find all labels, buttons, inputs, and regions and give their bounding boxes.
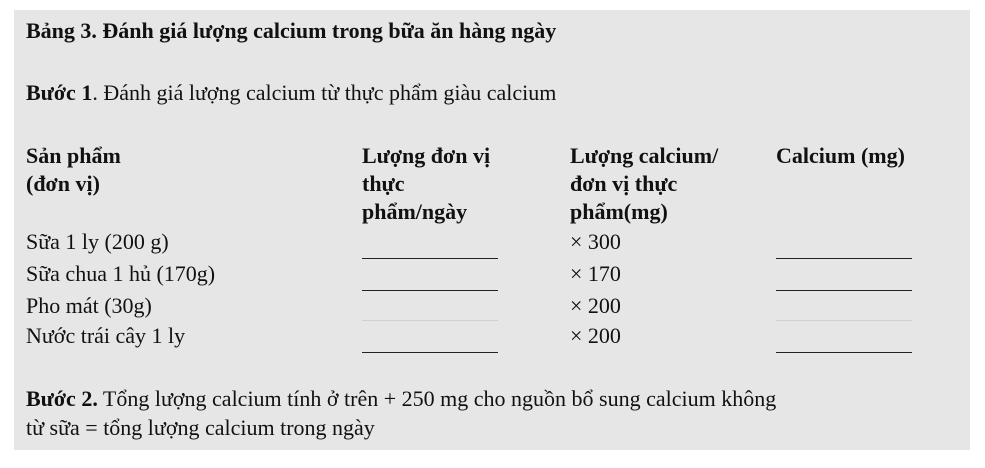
table-row-product: Sữa 1 ly (200 g) xyxy=(26,229,169,254)
step-1 xyxy=(26,80,556,106)
header-unit-amount: Lượng đơn vị thực phẩm/ngày xyxy=(362,143,491,224)
unit-amount-blank[interactable] xyxy=(362,258,498,259)
table-row-product: Nước trái cây 1 ly xyxy=(26,323,186,348)
step-1-text: . Đánh giá lượng calcium từ thực phẩm giàu calcium xyxy=(92,80,557,105)
table-row-factor: × 200 xyxy=(570,293,621,318)
header-product: Sản phẩm (đơn vị) xyxy=(26,143,121,196)
calcium-mg-blank[interactable] xyxy=(776,258,912,259)
calcium-mg-blank[interactable] xyxy=(776,352,912,353)
step-2 xyxy=(26,384,786,442)
table-title: Bảng 3. Đánh giá lượng calcium trong bữa ăn hàng ngày xyxy=(26,18,557,43)
header-calcium-mg: Calcium (mg) xyxy=(776,143,905,168)
table-row-product: Sữa chua 1 hủ (170g) xyxy=(26,261,216,286)
header-calcium-per-unit: Lượng calcium/ đơn vị thực phẩm(mg) xyxy=(570,143,719,224)
calcium-mg-blank[interactable] xyxy=(776,320,912,321)
table-row-factor: × 170 xyxy=(570,261,621,286)
unit-amount-blank[interactable] xyxy=(362,290,498,291)
table-row-factor: × 300 xyxy=(570,229,621,254)
unit-amount-blank[interactable] xyxy=(362,352,498,353)
calcium-table-panel xyxy=(14,10,970,450)
step-2-text: Tổng lượng calcium tính ở trên + 250 mg cho nguồn bổ sung calcium không từ sữa = tổng lượng calcium trong ngày xyxy=(26,386,777,440)
calcium-mg-blank[interactable] xyxy=(776,290,912,291)
table-row-factor: × 200 xyxy=(570,323,621,348)
step-2-label: Bước 2. xyxy=(26,386,98,411)
step-1-label: Bước 1 xyxy=(26,80,93,105)
table-row-product: Pho mát (30g) xyxy=(26,293,152,318)
unit-amount-blank[interactable] xyxy=(362,320,498,321)
